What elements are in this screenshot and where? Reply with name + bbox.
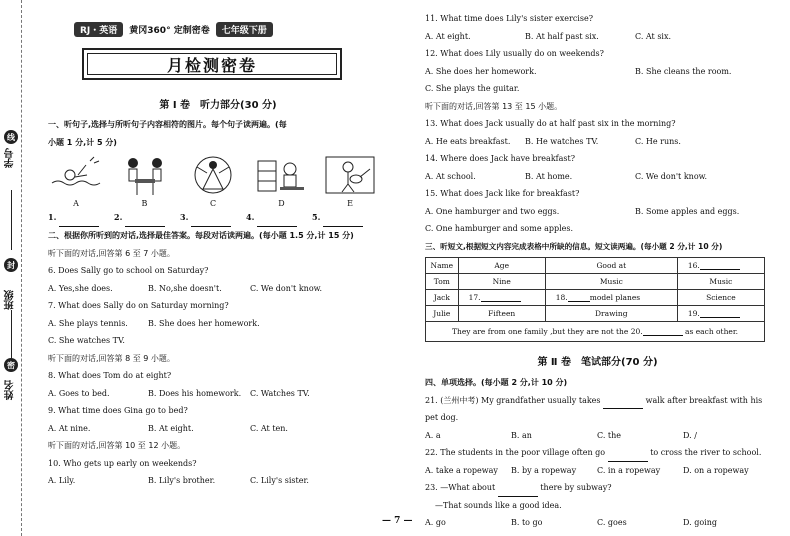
- table-cell: Name: [426, 258, 459, 274]
- option[interactable]: A. At school.: [425, 171, 476, 181]
- question-15-options: [425, 203, 770, 221]
- listening-note: 听下面的对话,回答第 13 至 15 小题。: [425, 101, 563, 111]
- option[interactable]: C. We don't know.: [250, 283, 323, 293]
- seal-mark-xian: 线: [4, 130, 18, 144]
- option[interactable]: A. She plays tennis.: [48, 318, 128, 328]
- section2-heading: 二、根据你所听到的对话,选择最佳答案。每段对话读两遍。(每小题 1.5 分,计 15 分): [48, 231, 354, 240]
- option[interactable]: A. go: [425, 518, 446, 527]
- answer-blank-4[interactable]: [246, 208, 312, 227]
- option[interactable]: B. Lily's brother.: [148, 476, 216, 485]
- question-13: 13. What does Jack usually do at half past six in the morning?: [425, 119, 676, 128]
- table-footer[interactable]: [426, 322, 765, 342]
- question-text: 21. (兰州中考) My grandfather usually takes: [425, 395, 601, 405]
- question-8: 8. What does Tom do at eight?: [48, 371, 172, 380]
- section4-heading: 四、单项选择。(每小题 2 分,计 10 分): [425, 378, 568, 387]
- table-cell: Tom: [426, 274, 459, 290]
- option[interactable]: B. At eight.: [148, 423, 194, 433]
- option[interactable]: D. on a ropeway: [683, 465, 749, 475]
- question-21: [425, 392, 770, 410]
- question-text: there by subway?: [540, 483, 612, 492]
- question-6-options: [48, 280, 388, 298]
- answer-number: 4.: [246, 212, 255, 222]
- answer-blank[interactable]: [603, 400, 643, 409]
- option[interactable]: B. Some apples and eggs.: [635, 206, 740, 216]
- option[interactable]: A. She does her homework.: [425, 66, 537, 76]
- reading-picture-icon: [254, 153, 310, 199]
- question-11: 11. What time does Lily's sister exercise?: [425, 14, 593, 23]
- option[interactable]: B. He watches TV.: [525, 136, 599, 146]
- answer-number: 1.: [48, 212, 57, 222]
- answer-number: 2.: [114, 212, 123, 222]
- question-13-options: [425, 133, 770, 151]
- section1-heading-cont: 小题 1 分,计 5 分): [48, 137, 117, 147]
- brand-name: 黄冈360° 定制密卷: [129, 25, 210, 36]
- option[interactable]: C. We don't know.: [635, 171, 708, 181]
- picture-d: [254, 153, 310, 208]
- question-14: 14. Where does Jack have breakfast?: [425, 154, 575, 163]
- question-9-options: [48, 420, 388, 438]
- option[interactable]: B. Does his homework.: [148, 388, 242, 398]
- question-10-options: [48, 472, 388, 490]
- part1-title: 第 Ⅰ 卷 听力部分(30 分): [159, 100, 277, 111]
- option[interactable]: C. the: [597, 430, 622, 440]
- table-blank-cell[interactable]: [458, 290, 545, 306]
- class-label: 班级: [5, 290, 16, 310]
- question-22: [425, 444, 770, 462]
- student-number-label: 学号: [5, 148, 16, 168]
- seal-mark-mi: 密: [4, 358, 18, 372]
- option[interactable]: C. At ten.: [250, 423, 288, 433]
- table-cell: Jack: [426, 290, 459, 306]
- option[interactable]: C. He runs.: [635, 136, 681, 146]
- table-cell: Science: [677, 290, 764, 306]
- option[interactable]: A. take a ropeway: [425, 465, 498, 475]
- question-text: 23. —What about: [425, 483, 496, 492]
- option[interactable]: A. At nine.: [48, 423, 91, 433]
- answer-blank-3[interactable]: [180, 208, 246, 227]
- question-8-options: [48, 385, 388, 403]
- picture-label-c: C: [209, 199, 217, 208]
- question-text: to cross the river to school.: [650, 448, 762, 457]
- subject-tag: RJ・英语: [74, 22, 123, 37]
- blank-number: 18.: [555, 293, 568, 302]
- option[interactable]: A. a: [425, 430, 441, 440]
- dancing-picture-icon: [185, 153, 241, 199]
- picture-e: [322, 153, 378, 208]
- blank-number: 19.: [687, 309, 700, 318]
- table-cell: Julie: [426, 306, 459, 322]
- table-cell: Music: [545, 274, 677, 290]
- seal-mark-feng: 封: [4, 258, 18, 272]
- question-22-options: [425, 462, 770, 480]
- option[interactable]: A. He eats breakfast.: [425, 136, 511, 146]
- picture-label-e: E: [347, 199, 353, 208]
- question-11-options: [425, 28, 770, 46]
- table-cell: Drawing: [545, 306, 677, 322]
- section3-heading: 三、听短文,根据短文内容完成表格中所缺的信息。短文读两遍。(每小题 2 分,计 10 分): [425, 241, 723, 251]
- table-cell: Good at: [545, 258, 677, 274]
- option[interactable]: B. an: [511, 430, 532, 440]
- question-7: 7. What does Sally do on Saturday morning?: [48, 301, 229, 310]
- table-blank-cell[interactable]: [545, 290, 677, 306]
- option[interactable]: B. She cleans the room.: [635, 66, 732, 76]
- footer-text: They are from one family ,but they are not the: [451, 327, 629, 336]
- blank-number: 17.: [468, 293, 481, 302]
- table-cell: Fifteen: [458, 306, 545, 322]
- picture-label-b: B: [141, 199, 148, 208]
- binding-line: [11, 190, 12, 250]
- option[interactable]: C. Watches TV.: [250, 388, 310, 398]
- table-row: [426, 274, 765, 290]
- answer-blank-2[interactable]: [114, 208, 180, 227]
- picture-row: [48, 153, 378, 208]
- page-title: 月检测密卷: [166, 55, 257, 75]
- question-23-options: [425, 514, 770, 532]
- question-21-cont: pet dog.: [425, 413, 459, 422]
- picture-c: [185, 153, 241, 208]
- answer-blanks: [48, 208, 388, 227]
- listening-note: 听下面的对话,回答第 8 至 9 小题。: [48, 353, 175, 363]
- model-planes-text: model planes: [589, 293, 641, 302]
- left-column: [48, 20, 388, 490]
- right-column: [425, 10, 770, 532]
- name-label: 姓名: [5, 380, 16, 400]
- answer-blank-5[interactable]: [312, 208, 378, 227]
- guitar-picture-icon: [322, 153, 378, 199]
- blank-number: 20.: [630, 327, 643, 336]
- swimming-picture-icon: [48, 153, 104, 199]
- picture-b: [117, 153, 173, 208]
- question-10: 10. Who gets up early on weekends?: [48, 458, 197, 468]
- question-7-options: [48, 315, 388, 333]
- question-12: 12. What does Lily usually do on weekends?: [425, 49, 604, 58]
- question-12-options: [425, 63, 770, 81]
- option[interactable]: B. No,she doesn't.: [148, 283, 222, 293]
- option[interactable]: A. One hamburger and two eggs.: [425, 206, 560, 216]
- header-banner: [74, 20, 388, 38]
- option[interactable]: A. Goes to bed.: [48, 388, 110, 398]
- part2-title: 第 Ⅱ 卷 笔试部分(70 分): [537, 357, 658, 368]
- page-number: — 7 —: [382, 516, 413, 526]
- table-cell: Age: [458, 258, 545, 274]
- option[interactable]: B. She does her homework.: [148, 318, 260, 328]
- question-9: 9. What time does Gina go to bed?: [48, 406, 188, 415]
- option[interactable]: D. /: [683, 430, 697, 440]
- footer-text: as each other.: [685, 327, 738, 336]
- question-23-reply: —That sounds like a good idea.: [435, 500, 562, 510]
- question-15: 15. What does Jack like for breakfast?: [425, 189, 580, 198]
- answer-blank[interactable]: [498, 488, 538, 497]
- option[interactable]: A. Yes,she does.: [48, 283, 113, 293]
- answer-blank-1[interactable]: [48, 208, 114, 227]
- option[interactable]: A. Lily.: [48, 476, 76, 485]
- option[interactable]: A. At eight.: [425, 31, 471, 41]
- picture-label-d: D: [278, 199, 285, 208]
- option[interactable]: C. She plays the guitar.: [425, 84, 520, 93]
- grade-tag: 七年级下册: [216, 22, 273, 37]
- table-blank-cell[interactable]: [677, 306, 764, 322]
- answer-blank[interactable]: [608, 453, 648, 462]
- option[interactable]: B. At home.: [525, 171, 573, 181]
- question-6: 6. Does Sally go to school on Saturday?: [48, 266, 209, 275]
- table-row: [426, 258, 765, 274]
- table-row: [426, 306, 765, 322]
- picture-a: [48, 153, 104, 208]
- option[interactable]: C. She watches TV.: [48, 336, 125, 345]
- table-blank-cell[interactable]: [677, 258, 764, 274]
- blank-number: 16.: [687, 261, 700, 270]
- option[interactable]: D. going: [683, 518, 717, 527]
- listening-note: 听下面的对话,回答第 10 至 12 小题。: [48, 441, 186, 450]
- table-row: [426, 290, 765, 306]
- question-23: [425, 479, 770, 497]
- option[interactable]: C. At six.: [635, 31, 672, 41]
- chess-picture-icon: [117, 153, 173, 199]
- question-14-options: [425, 168, 770, 186]
- table-cell: Nine: [458, 274, 545, 290]
- option[interactable]: B. by a ropeway: [511, 465, 577, 475]
- picture-label-a: A: [73, 199, 79, 208]
- option[interactable]: C. in a ropeway: [597, 465, 661, 475]
- section1-heading: 一、听句子,选择与所听句子内容相符的图片。每个句子读两遍。(每: [48, 120, 287, 129]
- answer-number: 3.: [180, 212, 189, 222]
- info-table: [425, 257, 765, 342]
- option[interactable]: C. goes: [597, 518, 627, 527]
- option[interactable]: B. to go: [511, 518, 543, 527]
- option[interactable]: B. At half past six.: [525, 31, 599, 41]
- option[interactable]: C. Lily's sister.: [250, 476, 309, 485]
- table-cell: Music: [677, 274, 764, 290]
- question-text: walk after breakfast with his: [645, 395, 763, 405]
- table-row: [426, 322, 765, 342]
- answer-number: 5.: [312, 212, 321, 222]
- binding-margin: [0, 0, 22, 536]
- listening-note: 听下面的对话,回答第 6 至 7 小题。: [48, 248, 175, 258]
- option[interactable]: C. One hamburger and some apples.: [425, 224, 574, 233]
- title-box: [82, 48, 342, 80]
- question-21-options: [425, 427, 770, 445]
- question-text: 22. The students in the poor village often go: [425, 448, 606, 457]
